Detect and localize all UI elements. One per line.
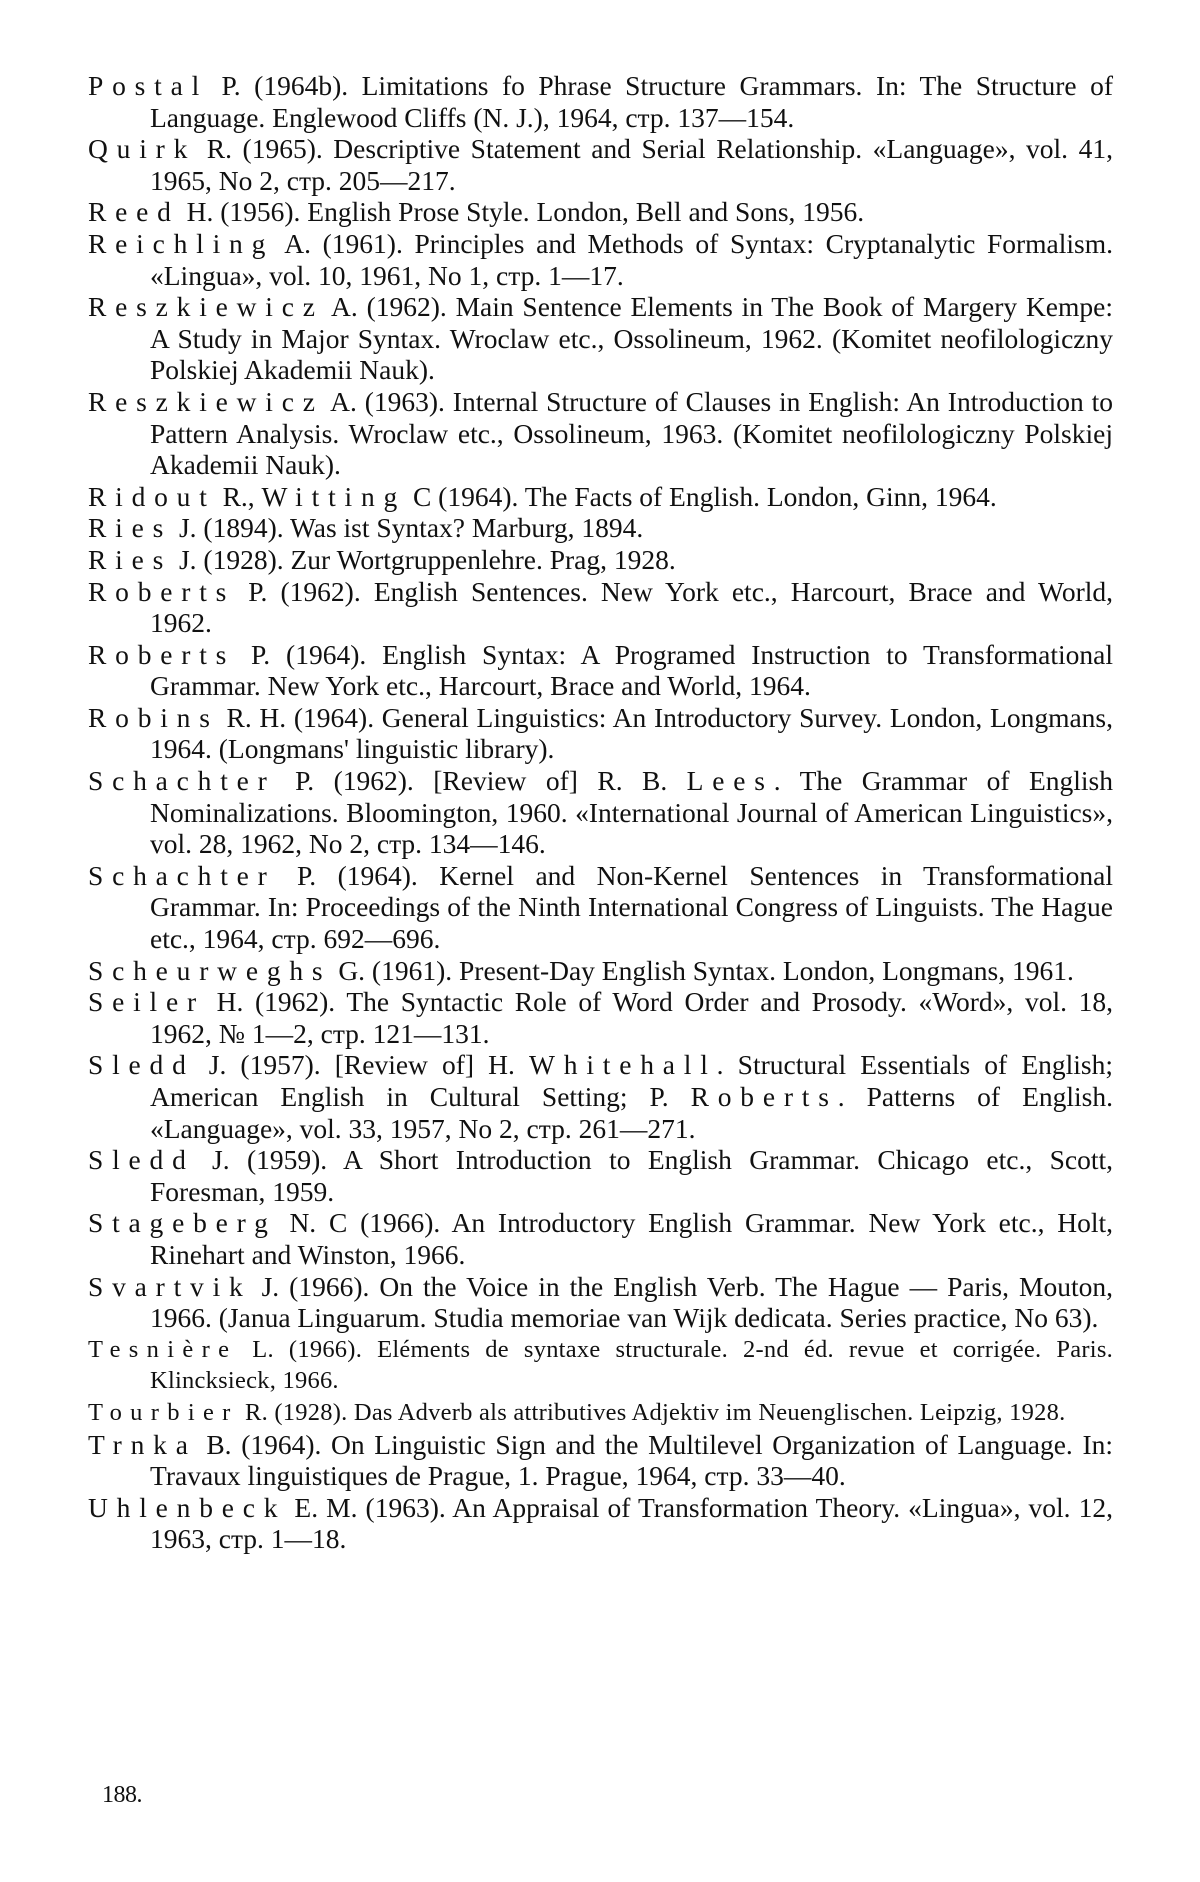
entry-text: P. (1962). [Review of] R. B. — [275, 765, 687, 797]
entry-text: N. C (1966). An Introductory English Grammar. New York etc., Holt, Rinehart and Winston, 1966. — [150, 1207, 1113, 1270]
entry-text: C (1964). The Facts of English. London, Ginn, 1964. — [406, 480, 997, 512]
entry-text: P. (1964). English Syntax: A Programed Instruction to Transformational Grammar. New York etc., Harcourt, Brace and World, 1964. — [150, 638, 1113, 702]
entry-text: E. M. (1963). An Appraisal of Transformation Theory. «Lingua», vol. 12, 1963, стр. 1—18. — [150, 1491, 1113, 1555]
entry-text: H. (1962). The Syntactic Role of Word Order and Prosody. «Word», vol. 18, 1962, № 1—2, стр. 121—131. — [150, 986, 1113, 1049]
entry-text: B. (1964). On Linguistic Sign and the Multilevel Organization of Language. In: Travaux linguistiques de Prague, 1. Prague, 1964, стр. 33—40. — [150, 1428, 1113, 1492]
bibliography-entry — [88, 702, 1113, 765]
bibliography-entry — [88, 512, 1113, 544]
entry-text: . Patterns of English. «Language», vol. 33, 1957, No 2, стр. 261—271. — [150, 1081, 1113, 1144]
entry-text: R. (1965). Descriptive Statement and Serial Relationship. «Language», vol. 41, 1965, No 2, стр. 205—217. — [150, 133, 1113, 196]
entry-text: L. (1966). Eléments de syntaxe structurale. 2-nd éd. revue et corrigée. Paris. Klincksieck, 1966. — [150, 1335, 1113, 1395]
author-name: Ries — [88, 512, 173, 544]
entry-text: J. (1959). A Short Introduction to English Grammar. Chicago etc., Scott, Foresman, 1959. — [150, 1144, 1113, 1207]
entry-text: G. (1961). Present-Day English Syntax. London, Longmans, 1961. — [331, 954, 1074, 986]
author-name: Sledd — [88, 1049, 195, 1081]
entry-text: J. (1966). On the Voice in the English Verb. The Hague — Paris, Mouton, 1966. (Janua Linguarum. Studia memoriae van Wijk dedicata. Series practice, No 63). — [150, 1270, 1113, 1334]
bibliography-entry — [88, 639, 1113, 702]
author-name: Robins — [88, 701, 219, 733]
entry-text: H. (1956). English Prose Style. London, Bell and Sons, 1956. — [179, 196, 865, 228]
entry-text: P. (1964b). Limitations fo Phrase Structure Grammars. In: The Structure of Language. Englewood Cliffs (N. J.), 1964, стр. 137—154. — [150, 70, 1113, 133]
author-name: Ries — [88, 543, 173, 575]
author-name: Svartvik — [88, 1270, 252, 1302]
bibliography-entry — [88, 955, 1113, 987]
bibliography-entry — [88, 386, 1113, 481]
bibliography-entry — [88, 576, 1113, 639]
author-name: Reed — [88, 196, 180, 228]
bibliography-entry — [88, 481, 1113, 513]
author-name: Roberts — [88, 638, 236, 670]
author-name: Schachter — [88, 765, 276, 797]
entry-text: . The Grammar of English Nominalizations. Bloomington, 1960. «International Journal of American Linguistics», vol. 28, 1962, No 2, стр. 134—146. — [150, 765, 1113, 860]
author-name: Reszkiewicz — [88, 291, 324, 323]
author-name: Tourbier — [88, 1398, 239, 1426]
author-name: Stageberg — [88, 1207, 277, 1239]
bibliography-entry — [88, 70, 1113, 133]
author-name: Schachter — [88, 859, 276, 891]
bibliography-entry — [88, 765, 1113, 860]
bibliography-entry — [88, 1049, 1113, 1144]
bibliography-entry — [88, 1271, 1113, 1334]
author-name: Ridout — [88, 480, 216, 512]
entry-text: . Structural Essentials of English; American English in Cultural Setting; P. — [150, 1049, 1113, 1112]
author-name: Roberts — [88, 575, 236, 607]
entry-text: P. (1962). English Sentences. New York etc., Harcourt, Brace and World, 1962. — [150, 575, 1113, 639]
page-number: 188. — [102, 1782, 142, 1808]
entry-text: A. (1963). Internal Structure of Clauses in English: An Introduction to Pattern Analysis. Wroclaw etc., Ossolineum, 1963. (Komitet neofilologiczny Polskiej Akademii Nauk). — [150, 385, 1113, 481]
author-name: Sledd — [88, 1144, 195, 1176]
author-name: Tesnière — [88, 1335, 238, 1363]
author-name: Reichling — [88, 227, 275, 259]
author-name: Postal — [88, 70, 209, 101]
bibliography-entry — [88, 228, 1113, 291]
author-name: Seiler — [88, 986, 205, 1018]
author-name: Uhlenbeck — [88, 1491, 287, 1523]
entry-text: A. (1961). Principles and Methods of Syntax: Cryptanalytic Formalism. «Lingua», vol. 10, 1961, No 1, стр. 1—17. — [150, 227, 1113, 291]
bibliography-entry — [88, 1334, 1113, 1397]
bibliography-entry — [88, 133, 1113, 196]
author-name: Trnka — [88, 1428, 197, 1460]
bibliography-entry — [88, 544, 1113, 576]
author-name: Scheurweghs — [88, 954, 332, 986]
coauthor-name: Lees — [686, 765, 774, 797]
entry-text: J. (1928). Zur Wortgruppenlehre. Prag, 1928. — [172, 543, 676, 575]
entry-text: R. (1928). Das Adverb als attributives Adjektiv im Neuenglischen. Leipzig, 1928. — [238, 1398, 1066, 1426]
coauthor-name: Whitehall — [529, 1049, 717, 1081]
entry-text: R. H. (1964). General Linguistics: An Introductory Survey. London, Longmans, 1964. (Longmans' linguistic library). — [150, 701, 1113, 765]
bibliography-entry — [88, 196, 1113, 228]
bibliography-entry — [88, 1397, 1113, 1429]
coauthor-name: Roberts — [690, 1081, 838, 1112]
author-name: Quirk — [88, 133, 197, 165]
bibliography-entry — [88, 1207, 1113, 1270]
coauthor-name: Witting — [261, 480, 407, 512]
bibliography-list — [88, 70, 1113, 1555]
bibliography-entry — [88, 291, 1113, 386]
entry-text: P. (1964). Kernel and Non-Kernel Sentences in Transformational Grammar. In: Proceedings of the Ninth International Congress of Linguists. The Hague etc., 1964, стр. 692—696. — [150, 859, 1113, 955]
bibliography-entry — [88, 986, 1113, 1049]
entry-text: R., — [215, 480, 262, 512]
author-name: Reszkiewicz — [88, 385, 324, 417]
bibliography-entry — [88, 1492, 1113, 1555]
entry-text: A. (1962). Main Sentence Elements in The Book of Margery Kempe: A Study in Major Syntax. Wroclaw etc., Ossolineum, 1962. (Komitet neofilologiczny Polskiej Akademii Nauk). — [150, 291, 1113, 386]
bibliography-entry — [88, 860, 1113, 955]
entry-text: J. (1894). Was ist Syntax? Marburg, 1894. — [172, 512, 644, 544]
bibliography-entry — [88, 1429, 1113, 1492]
bibliography-entry — [88, 1144, 1113, 1207]
entry-text: J. (1957). [Review of] H. — [194, 1049, 530, 1081]
